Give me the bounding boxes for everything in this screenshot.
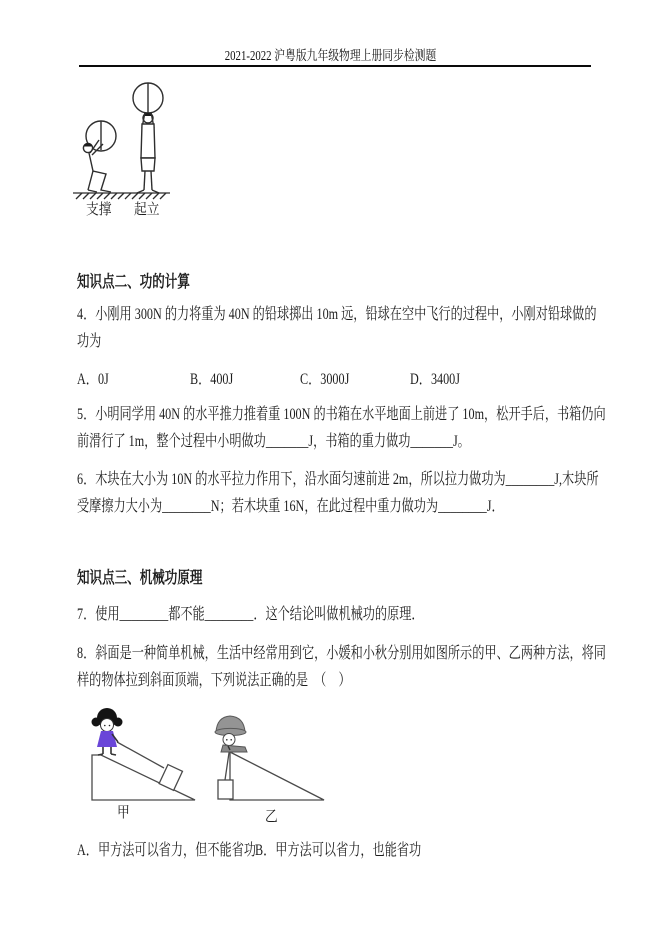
question-5-line-1: 5．小明同学用 40N 的水平推力推着重 100N 的书箱在水平地面上前进了 10m，松开手后，书箱仍向 (77, 406, 606, 423)
question-4-option-b: B．400J (190, 371, 234, 388)
squatting-lifter (83, 121, 116, 192)
question-4-line-2: 功为 (77, 333, 102, 350)
incline-yi (218, 746, 324, 800)
incline-jia (92, 742, 195, 800)
lift-figure-label-support: 支撑 (86, 202, 112, 218)
question-6-line-2: 受摩擦力大小为________N；若木块重 16N，在此过程中重力做功为________J． (77, 498, 504, 515)
question-8-line-2: 样的物体拉到斜面顶端，下列说法正确的是 （ ） (77, 672, 351, 689)
page-header-title: 2021-2022 沪粤版九年级物理上册同步检测题 (224, 48, 437, 63)
section-heading-mechanical-work-principle: 知识点三、机械功原理 (77, 568, 203, 587)
question-6-line-1: 6．木块在大小为 10N 的水平拉力作用下，沿水面匀速前进 2m，所以拉力做功为________J,木块所 (77, 471, 599, 488)
question-4-line-1: 4．小刚用 300N 的力将重为 40N 的铅球掷出 10m 远，铅球在空中飞行的过程中，小刚对铅球做的 (77, 306, 597, 323)
weightlifting-illustration (68, 78, 202, 200)
question-8-line-1: 8．斜面是一种简单机械，生活中经常用到它，小媛和小秋分别用如图所示的甲、乙两种方法，将同 (77, 645, 606, 662)
hanging-block-yi (218, 780, 233, 799)
question-4-option-d: D．3400J (410, 371, 461, 388)
question-5-line-2: 前滑行了 1m，整个过程中小明做功_______J，书箱的重力做功_______J。 (77, 433, 470, 450)
lift-figure-label-standup: 起立 (134, 202, 160, 218)
question-8-option-a: A．甲方法可以省力，但不能省功 (77, 842, 257, 859)
question-4-option-c: C．3000J (300, 371, 350, 388)
question-8-option-b: B．甲方法可以省力，也能省功 (255, 842, 422, 859)
girl-figure (92, 708, 123, 755)
incline-label-jia: 甲 (117, 805, 130, 821)
question-4-option-a: A．0J (77, 371, 109, 388)
boy-figure (215, 716, 247, 752)
standing-lifter (133, 83, 163, 193)
rope-jia (117, 742, 164, 768)
section-heading-work-calculation: 知识点二、功的计算 (77, 272, 190, 291)
question-7-line-1: 7．使用________都不能________．这个结论叫做机械功的原理． (77, 606, 424, 623)
inclined-plane-illustration (60, 702, 350, 824)
incline-label-yi: 乙 (265, 809, 278, 825)
header-divider (79, 65, 591, 67)
